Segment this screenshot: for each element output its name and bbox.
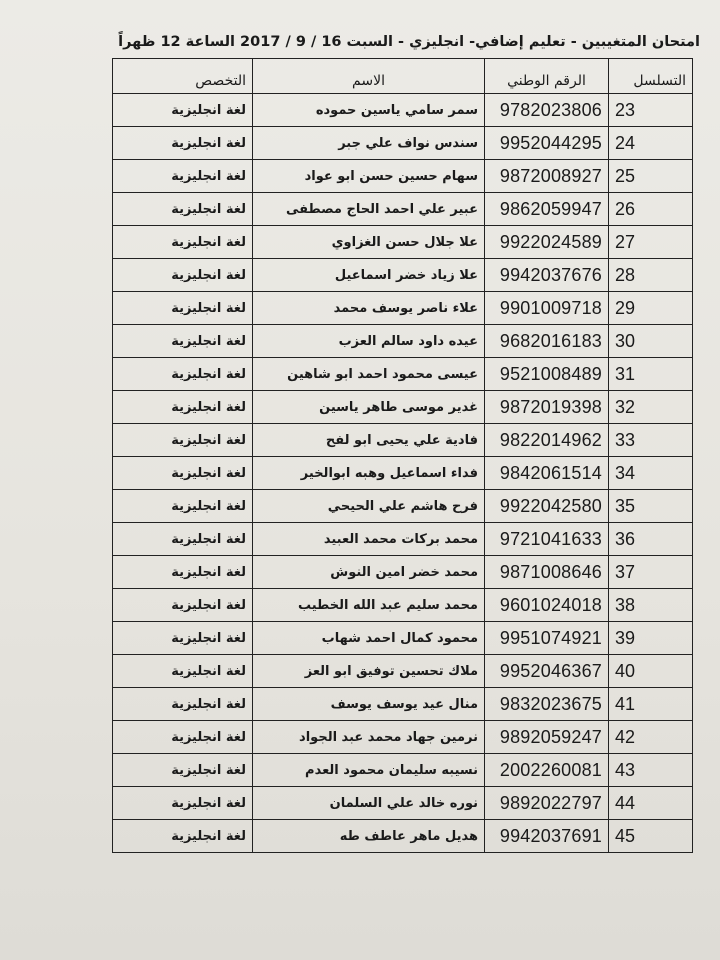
name-cell: عبير علي احمد الحاج مصطفى [253,193,485,226]
roster-body [113,94,693,853]
specialization-cell: لغة انجليزية [113,556,253,589]
name-cell: سهام حسين حسن ابو عواد [253,160,485,193]
serial-cell: 32 [609,391,693,424]
national-id-cell: 9951074921 [485,622,609,655]
specialization-cell: لغة انجليزية [113,787,253,820]
table-row [113,193,693,226]
serial-cell: 39 [609,622,693,655]
serial-cell: 26 [609,193,693,226]
name-cell: فادية علي يحيى ابو لفح [253,424,485,457]
table-row [113,787,693,820]
table-row [113,358,693,391]
national-id-cell: 9601024018 [485,589,609,622]
name-cell: سندس نواف علي جبر [253,127,485,160]
table-row [113,391,693,424]
table-row [113,94,693,127]
specialization-cell: لغة انجليزية [113,325,253,358]
specialization-cell: لغة انجليزية [113,655,253,688]
name-cell: عيسى محمود احمد ابو شاهين [253,358,485,391]
serial-cell: 41 [609,688,693,721]
specialization-cell: لغة انجليزية [113,622,253,655]
name-cell: علاء ناصر يوسف محمد [253,292,485,325]
serial-cell: 45 [609,820,693,853]
table-row [113,259,693,292]
serial-cell: 23 [609,94,693,127]
serial-cell: 36 [609,523,693,556]
column-header-serial: التسلسل [609,59,693,94]
national-id-cell: 9892022797 [485,787,609,820]
table-row [113,457,693,490]
specialization-cell: لغة انجليزية [113,94,253,127]
table-row [113,226,693,259]
serial-cell: 40 [609,655,693,688]
table-row [113,655,693,688]
name-cell: نسيبه سليمان محمود العدم [253,754,485,787]
specialization-cell: لغة انجليزية [113,127,253,160]
serial-cell: 30 [609,325,693,358]
national-id-cell: 9942037676 [485,259,609,292]
national-id-cell: 9871008646 [485,556,609,589]
serial-cell: 37 [609,556,693,589]
serial-cell: 38 [609,589,693,622]
specialization-cell: لغة انجليزية [113,490,253,523]
name-cell: هديل ماهر عاطف طه [253,820,485,853]
specialization-cell: لغة انجليزية [113,226,253,259]
serial-cell: 44 [609,787,693,820]
serial-cell: 25 [609,160,693,193]
specialization-cell: لغة انجليزية [113,259,253,292]
serial-cell: 31 [609,358,693,391]
name-cell: محمد خضر امين النوش [253,556,485,589]
table-row [113,820,693,853]
column-header-name: الاسم [253,59,485,94]
name-cell: عيده داود سالم العزب [253,325,485,358]
national-id-cell: 9872019398 [485,391,609,424]
specialization-cell: لغة انجليزية [113,589,253,622]
national-id-cell: 9862059947 [485,193,609,226]
header-row [113,59,693,94]
table-row [113,325,693,358]
table-row [113,556,693,589]
national-id-cell: 9901009718 [485,292,609,325]
serial-cell: 27 [609,226,693,259]
specialization-cell: لغة انجليزية [113,523,253,556]
specialization-cell: لغة انجليزية [113,391,253,424]
national-id-cell: 9822014962 [485,424,609,457]
specialization-cell: لغة انجليزية [113,721,253,754]
table-row [113,589,693,622]
table-row [113,490,693,523]
specialization-cell: لغة انجليزية [113,457,253,490]
name-cell: فرح هاشم علي الحيحي [253,490,485,523]
national-id-cell: 9942037691 [485,820,609,853]
name-cell: فداء اسماعيل وهبه ابوالخير [253,457,485,490]
name-cell: سمر سامي ياسين حموده [253,94,485,127]
serial-cell: 28 [609,259,693,292]
name-cell: منال عيد يوسف يوسف [253,688,485,721]
table-row [113,622,693,655]
name-cell: محمد بركات محمد العبيد [253,523,485,556]
table-row [113,754,693,787]
name-cell: علا جلال حسن الغزاوي [253,226,485,259]
name-cell: علا زياد خضر اسماعيل [253,259,485,292]
serial-cell: 43 [609,754,693,787]
name-cell: محمد سليم عبد الله الخطيب [253,589,485,622]
name-cell: ملاك تحسين توفيق ابو العز [253,655,485,688]
specialization-cell: لغة انجليزية [113,160,253,193]
name-cell: غدير موسى طاهر ياسين [253,391,485,424]
table-row [113,523,693,556]
table-row [113,292,693,325]
national-id-cell: 9922024589 [485,226,609,259]
specialization-cell: لغة انجليزية [113,292,253,325]
national-id-cell: 2002260081 [485,754,609,787]
national-id-cell: 9682016183 [485,325,609,358]
page-title: امتحان المتغيبين - تعليم إضافي- انجليزي - السبت 16 / 9 / 2017 الساعة 12 ظهراً [118,34,700,50]
exam-roster-table [112,58,693,853]
national-id-cell: 9952046367 [485,655,609,688]
table-row [113,688,693,721]
specialization-cell: لغة انجليزية [113,424,253,457]
name-cell: محمود كمال احمد شهاب [253,622,485,655]
serial-cell: 42 [609,721,693,754]
table-row [113,721,693,754]
specialization-cell: لغة انجليزية [113,754,253,787]
column-header-specialization: التخصص [113,59,253,94]
column-header-national-id: الرقم الوطني [485,59,609,94]
serial-cell: 29 [609,292,693,325]
national-id-cell: 9782023806 [485,94,609,127]
specialization-cell: لغة انجليزية [113,688,253,721]
name-cell: نوره خالد علي السلمان [253,787,485,820]
table-row [113,160,693,193]
national-id-cell: 9952044295 [485,127,609,160]
table-row [113,424,693,457]
specialization-cell: لغة انجليزية [113,193,253,226]
national-id-cell: 9872008927 [485,160,609,193]
specialization-cell: لغة انجليزية [113,358,253,391]
serial-cell: 24 [609,127,693,160]
national-id-cell: 9842061514 [485,457,609,490]
national-id-cell: 9832023675 [485,688,609,721]
name-cell: نرمين جهاد محمد عبد الجواد [253,721,485,754]
serial-cell: 34 [609,457,693,490]
serial-cell: 35 [609,490,693,523]
national-id-cell: 9922042580 [485,490,609,523]
national-id-cell: 9892059247 [485,721,609,754]
specialization-cell: لغة انجليزية [113,820,253,853]
national-id-cell: 9721041633 [485,523,609,556]
serial-cell: 33 [609,424,693,457]
national-id-cell: 9521008489 [485,358,609,391]
table-row [113,127,693,160]
